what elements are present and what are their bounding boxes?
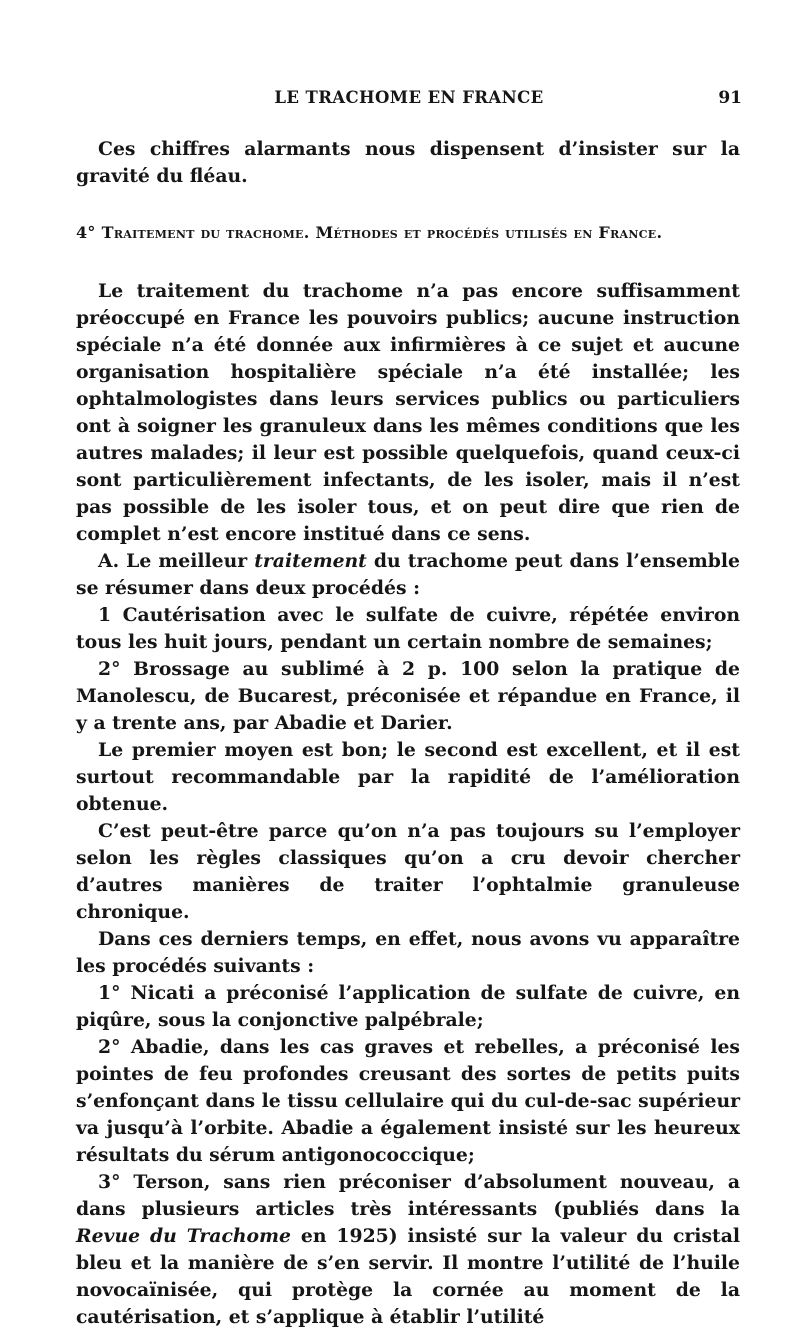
page-number: 91 [718, 88, 742, 108]
paragraph-1: Le traitement du trachome n’a pas encore suffisamment préoccupé en France les pouvoirs publics; aucune instruction spéciale n’a été donnée aux infirmières à ce sujet et aucune organisation hospitalière spéciale n’a été installée; les ophtalmologistes dans leurs services publics ou particuliers ont à soigner les granuleux dans les mêmes conditions que les autres malades; il leur est possible quelquefois, quand ceux-ci sont particulièrement infectants, de les isoler, mais il n’est pas possible de les isoler tous, et on peut dire que rien de complet n’est encore institué dans ce sens. [76, 280, 740, 545]
paragraph-2-italic: traitement [254, 550, 367, 572]
section-title: Traitement du trachome. Méthodes et procédés utilisés en France. [101, 223, 663, 242]
paragraph-6: C’est peut-être parce qu’on n’a pas toujours su l’employer selon les règles classiques qu’on a cru devoir chercher d’autres manières de traiter l’ophtalmie granuleuse chronique. [76, 820, 740, 923]
paragraph-10 [76, 1169, 740, 1331]
paragraph-2-start: A. Le meilleur [98, 550, 255, 572]
paragraph-9: 2° Abadie, dans les cas graves et rebelles, a préconisé les pointes de feu profondes creusant des sortes de petits puits s’enfonçant dans le tissu cellulaire qui du cul-de-sac supérieur va jusqu’à l’orbite. Abadie a également insisté sur les heureux résultats du sérum antigonococcique; [76, 1036, 740, 1166]
intro-paragraph: Ces chiffres alarmants nous dispensent d’insister sur la gravité du fléau. [76, 138, 740, 187]
paragraph-7: Dans ces derniers temps, en effet, nous avons vu apparaître les procédés suivants : [76, 928, 740, 977]
running-head [76, 88, 742, 114]
paragraph-2 [76, 548, 740, 602]
main-text [76, 278, 740, 1331]
paragraph-10-start: 3° Terson, sans rien préconiser d’absolument nouveau, a dans plusieurs articles très intéressants (publiés dans la [76, 1171, 740, 1220]
paragraph-4: 2° Brossage au sublimé à 2 p. 100 selon la pratique de Manolescu, de Bucarest, préconisée et répandue en France, il y a trente ans, par Abadie et Darier. [76, 658, 740, 734]
paragraph-3: 1 Cautérisation avec le sulfate de cuivre, répétée environ tous les huit jours, pendant un certain nombre de semaines; [76, 604, 740, 653]
section-number: 4° [76, 223, 96, 242]
running-title: LE TRACHOME EN FRANCE [274, 88, 544, 107]
paragraph-2-end: du trachome peut dans l’ensemble se résumer dans deux procédés : [76, 550, 740, 599]
paragraph-8: 1° Nicati a préconisé l’application de sulfate de cuivre, en piqûre, sous la conjonctive palpébrale; [76, 982, 740, 1031]
paragraph-10-end: en 1925) insisté sur la valeur du cristal bleu et la manière de s’en servir. Il montre l’utilité de l’huile novocaïnisée, qui protège la cornée au moment de la cautérisation, et s’applique à établir l’utilité [76, 1225, 740, 1328]
paragraph-5: Le premier moyen est bon; le second est excellent, et il est surtout recommandable par la rapidité de l’amélioration obtenue. [76, 739, 740, 815]
section-heading [76, 222, 746, 244]
paragraph-10-italic: Revue du Trachome [76, 1225, 291, 1247]
